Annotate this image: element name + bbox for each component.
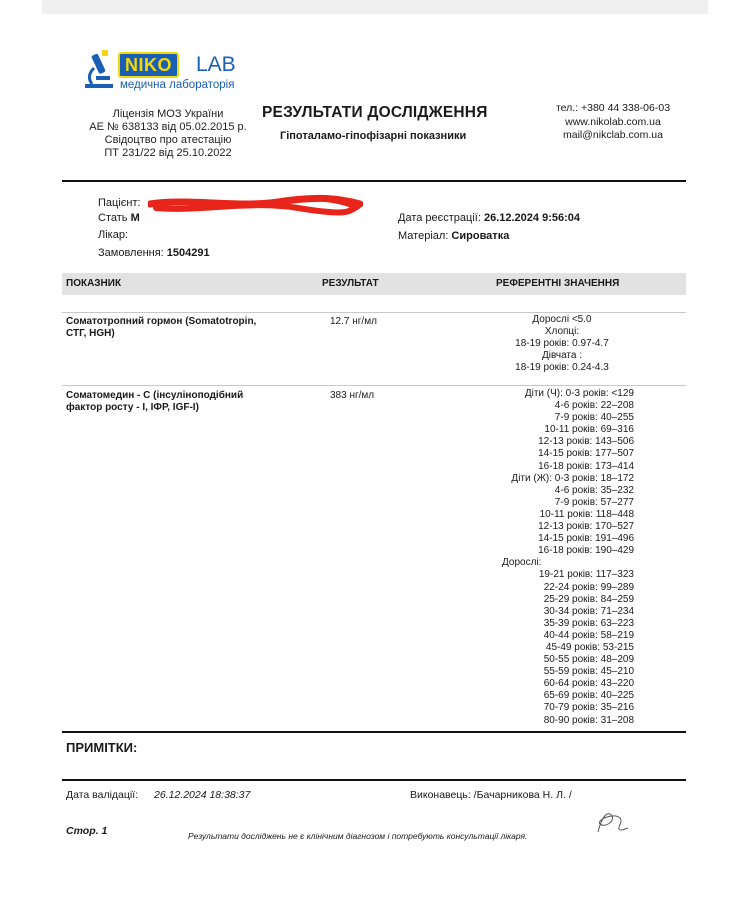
contact-site: www.nikolab.com.ua <box>565 115 661 128</box>
ref-line: 22-24 років: 99–289 <box>543 581 634 593</box>
ref-line: 10-11 років: 69–316 <box>544 424 634 436</box>
license-line: АЕ № 638133 від 05.02.2015 р. <box>89 121 247 133</box>
disclaimer: Результати досліджень не є клінічним діагнозом і потребують консультації лікаря. <box>188 831 528 841</box>
ref-line: 18-19 років: 0.97-4.7 <box>515 338 609 350</box>
doctor-label: Лікар: <box>98 229 129 241</box>
ref-line: 50-55 років: 48–209 <box>543 654 634 666</box>
contact-phone: тел.: +380 44 338-06-03 <box>555 102 671 114</box>
top-gray-bar <box>42 0 708 14</box>
logo-tagline: медична лабораторія <box>120 79 235 91</box>
col-result: РЕЗУЛЬТАТ <box>322 278 379 289</box>
ref-line: 60-64 років: 43–220 <box>543 678 634 690</box>
sex-label: Стать <box>98 212 128 224</box>
test-name <box>66 316 256 340</box>
sex-value: М <box>130 212 140 224</box>
registration-label: Дата реєстрації: <box>398 212 481 224</box>
ref-line: 80-90 років: 31–208 <box>543 714 634 726</box>
table-end-divider <box>62 731 686 733</box>
sex-row <box>98 211 140 225</box>
ref-line: 4-6 років: 22–208 <box>554 400 634 412</box>
executor: Виконавець: /Бачарникова Н. Л. / <box>410 789 572 801</box>
ref-line: 30-34 років: 71–234 <box>543 605 634 617</box>
ref-line: 70-79 років: 35–216 <box>543 702 634 714</box>
test-name <box>66 390 243 414</box>
patient-label: Пацієнт: <box>98 197 141 209</box>
ref-line: Дорослі: <box>502 557 542 569</box>
logo-brand-niko: NIKO <box>118 52 179 78</box>
table-header <box>62 273 686 295</box>
ref-line: 12-13 років: 170–527 <box>538 521 634 533</box>
order-value: 1504291 <box>166 247 210 259</box>
col-reference: РЕФЕРЕНТНІ ЗНАЧЕННЯ <box>496 278 620 289</box>
ref-line: 35-39 років: 63–223 <box>543 617 634 629</box>
license-line: Ліцензія МОЗ України <box>112 108 224 120</box>
col-indicator: ПОКАЗНИК <box>66 278 122 289</box>
ref-line: 25-29 років: 84–259 <box>543 593 634 605</box>
material-label: Матеріал: <box>398 230 449 242</box>
header-divider <box>62 180 686 182</box>
row-divider <box>62 385 686 386</box>
contact-block <box>548 102 678 143</box>
ref-line: 7-9 років: 40–255 <box>554 412 634 424</box>
microscope-icon <box>82 48 118 90</box>
license-block <box>80 108 256 160</box>
row-divider <box>62 312 686 313</box>
page-title: РЕЗУЛЬТАТИ ДОСЛІДЖЕННЯ <box>262 104 488 121</box>
license-line: ПТ 231/22 від 25.10.2022 <box>104 147 232 159</box>
signature-icon <box>592 806 630 836</box>
material-row <box>398 229 509 243</box>
page-subtitle: Гіпоталамо-гіпофізарні показники <box>280 130 467 142</box>
ref-line: 19-21 років: 117–323 <box>538 569 634 581</box>
license-line: Свідоцтво про атестацію <box>104 134 232 146</box>
ref-line: 40-44 років: 58–219 <box>543 629 634 641</box>
material-value: Сироватка <box>451 230 510 242</box>
test-result: 383 нг/мл <box>330 390 375 401</box>
contact-email: mail@nikclab.com.ua <box>563 129 663 141</box>
ref-line: 16-18 років: 173–414 <box>538 460 634 472</box>
ref-line: Діти (Ч): 0-3 років: <129 <box>524 388 634 399</box>
ref-line: 12-13 років: 143–506 <box>538 436 634 448</box>
ref-line: 18-19 років: 0.24-4.3 <box>515 362 609 374</box>
reference-values <box>482 314 642 374</box>
ref-line: 14-15 років: 177–507 <box>538 448 634 460</box>
ref-line: 4-6 років: 35–232 <box>554 484 634 496</box>
notes-title: ПРИМІТКИ: <box>66 740 138 755</box>
registration-value: 26.12.2024 9:56:04 <box>483 212 580 224</box>
logo-brand-lab: LAB <box>196 53 236 76</box>
ref-line: Діти (Ж): 0-3 років: 18–172 <box>511 472 634 484</box>
test-name-line: СТГ, HGH) <box>66 328 115 339</box>
registration-row <box>398 211 580 225</box>
ref-line: 16-18 років: 190–429 <box>538 545 634 557</box>
ref-line: 55-59 років: 45–210 <box>543 666 634 678</box>
validation-label: Дата валідації: <box>66 789 139 801</box>
test-name-line: Соматотропний гормон (Somatotropin, <box>66 316 257 327</box>
test-result: 12.7 нг/мл <box>330 316 377 327</box>
test-name-line: Соматомедин - С (інсуліноподібний <box>66 390 244 401</box>
test-name-line: фактор росту - I, ІФР, IGF-I) <box>66 402 199 413</box>
ref-line: Дорослі <5.0 <box>532 314 592 325</box>
ref-line: 7-9 років: 57–277 <box>554 496 634 508</box>
ref-line: 14-15 років: 191–496 <box>538 533 634 545</box>
ref-line: Дівчата : <box>542 350 582 362</box>
ref-line: Хлопці: <box>544 326 580 338</box>
footer-divider <box>62 779 686 781</box>
ref-line: 10-11 років: 118–448 <box>539 508 634 520</box>
order-row <box>98 246 210 260</box>
validation-value: 26.12.2024 18:38:37 <box>154 789 251 801</box>
redaction-scribble <box>148 194 363 216</box>
ref-line: 45-49 років: 53-215 <box>545 641 634 653</box>
reference-values <box>440 388 634 727</box>
ref-line: 65-69 років: 40–225 <box>543 690 634 702</box>
order-label: Замовлення: <box>98 247 164 259</box>
page-number: Стор. 1 <box>66 825 108 837</box>
